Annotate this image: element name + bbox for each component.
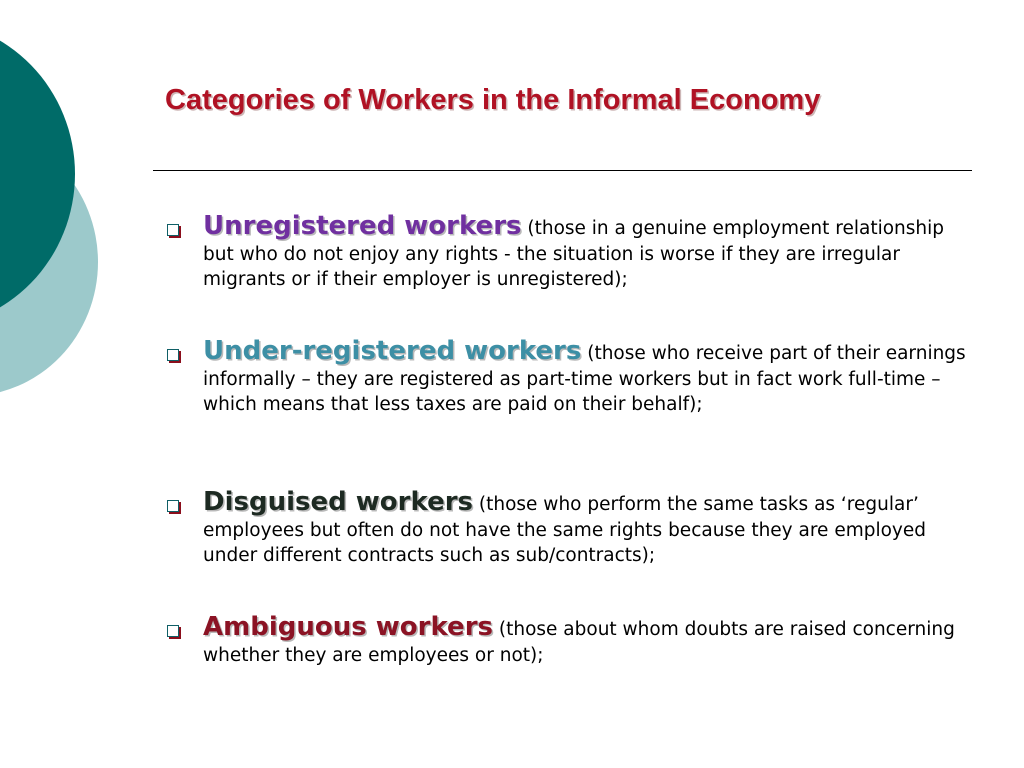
- bullet-description: (those who receive part of their earnings informally – they are registered as part-time workers but in fact work full-time – which means that less taxes are paid on their behalf);: [203, 343, 966, 415]
- bullet-description: (those about whom doubts are raised concerning whether they are employees or not);: [203, 619, 955, 666]
- bullet-term: Disguised workers: [203, 487, 474, 517]
- bullet-item-under-registered: [203, 336, 973, 418]
- bullet-description: (those who perform the same tasks as ‘regular’ employees but often do not have the same rights because they are employed under different contracts such as sub/contracts);: [203, 494, 926, 566]
- square-bullet-icon: [167, 500, 179, 512]
- bullet-description: (those in a genuine employment relationship but who do not enjoy any rights - the situation is worse if they are irregular migrants or if their employer is unregistered);: [203, 218, 945, 290]
- bullet-term: Ambiguous workers: [203, 612, 493, 642]
- bullet-term: Unregistered workers: [203, 211, 522, 241]
- bullet-item-disguised: [203, 487, 973, 569]
- bullet-item-ambiguous: [203, 612, 973, 668]
- bullet-term: Under-registered workers: [203, 336, 582, 366]
- square-bullet-icon: [167, 224, 179, 236]
- bullet-item-unregistered: [203, 211, 973, 293]
- square-bullet-icon: [167, 349, 179, 361]
- square-bullet-icon: [167, 625, 179, 637]
- slide-title: Categories of Workers in the Informal Economy: [165, 84, 821, 116]
